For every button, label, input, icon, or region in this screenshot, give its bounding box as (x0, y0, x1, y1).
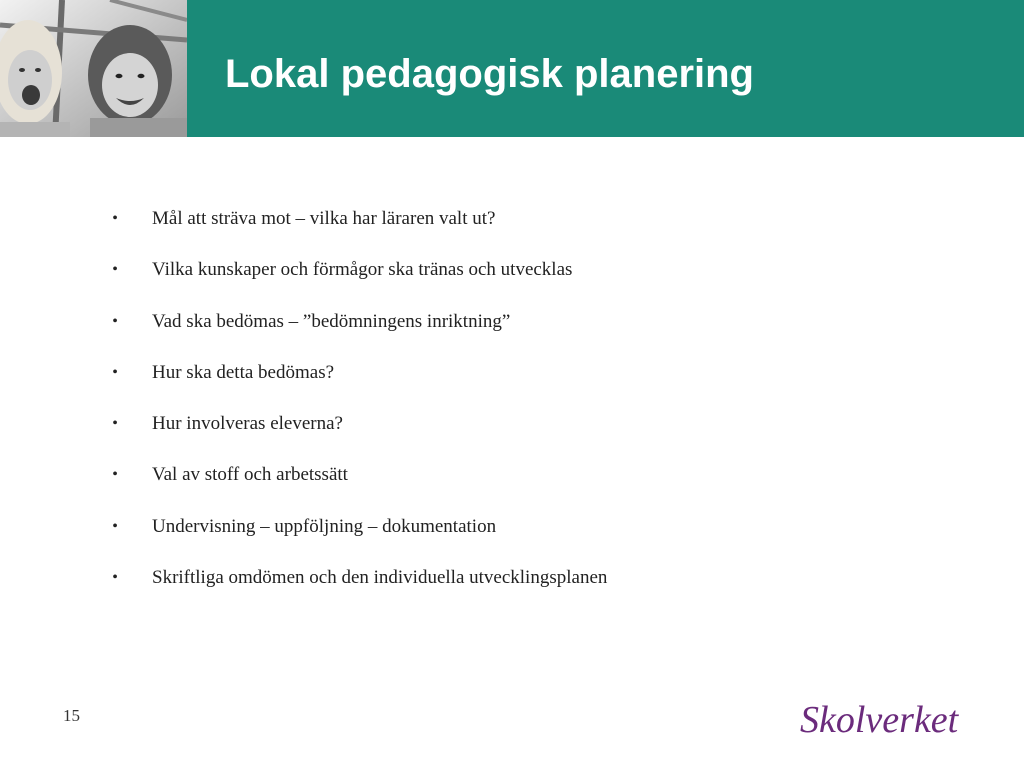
bullet-text: Hur ska detta bedömas? (152, 361, 335, 383)
bullet-icon: • (112, 569, 118, 587)
bullet-text: Vad ska bedömas – ”bedömningens inriktning” (152, 310, 511, 332)
bullet-icon: • (112, 312, 118, 330)
bullet-icon: • (112, 415, 118, 433)
bullet-icon: • (112, 466, 118, 484)
bullet-text: Vilka kunskaper och förmågor ska tränas och utvecklas (152, 259, 573, 281)
bullet-text: Mål att sträva mot – vilka har läraren valt ut? (152, 208, 496, 229)
page-number: 15 (63, 706, 80, 725)
skolverket-logo: Skolverket (800, 699, 959, 741)
children-photo (0, 0, 187, 137)
children-photo-image (0, 0, 187, 137)
bullet-icon: • (112, 517, 118, 535)
bullet-text: Val av stoff och arbetssätt (152, 464, 348, 486)
slide-title: Lokal pedagogisk planering (225, 52, 754, 96)
bullet-text: Undervisning – uppföljning – dokumentation (152, 515, 497, 537)
bullet-icon: • (112, 261, 118, 279)
bullet-icon: • (112, 210, 118, 227)
bullet-icon: • (112, 363, 118, 381)
bullet-text: Hur involveras eleverna? (152, 413, 343, 435)
bullet-text: Skriftliga omdömen och den individuella utvecklingsplanen (152, 567, 608, 589)
